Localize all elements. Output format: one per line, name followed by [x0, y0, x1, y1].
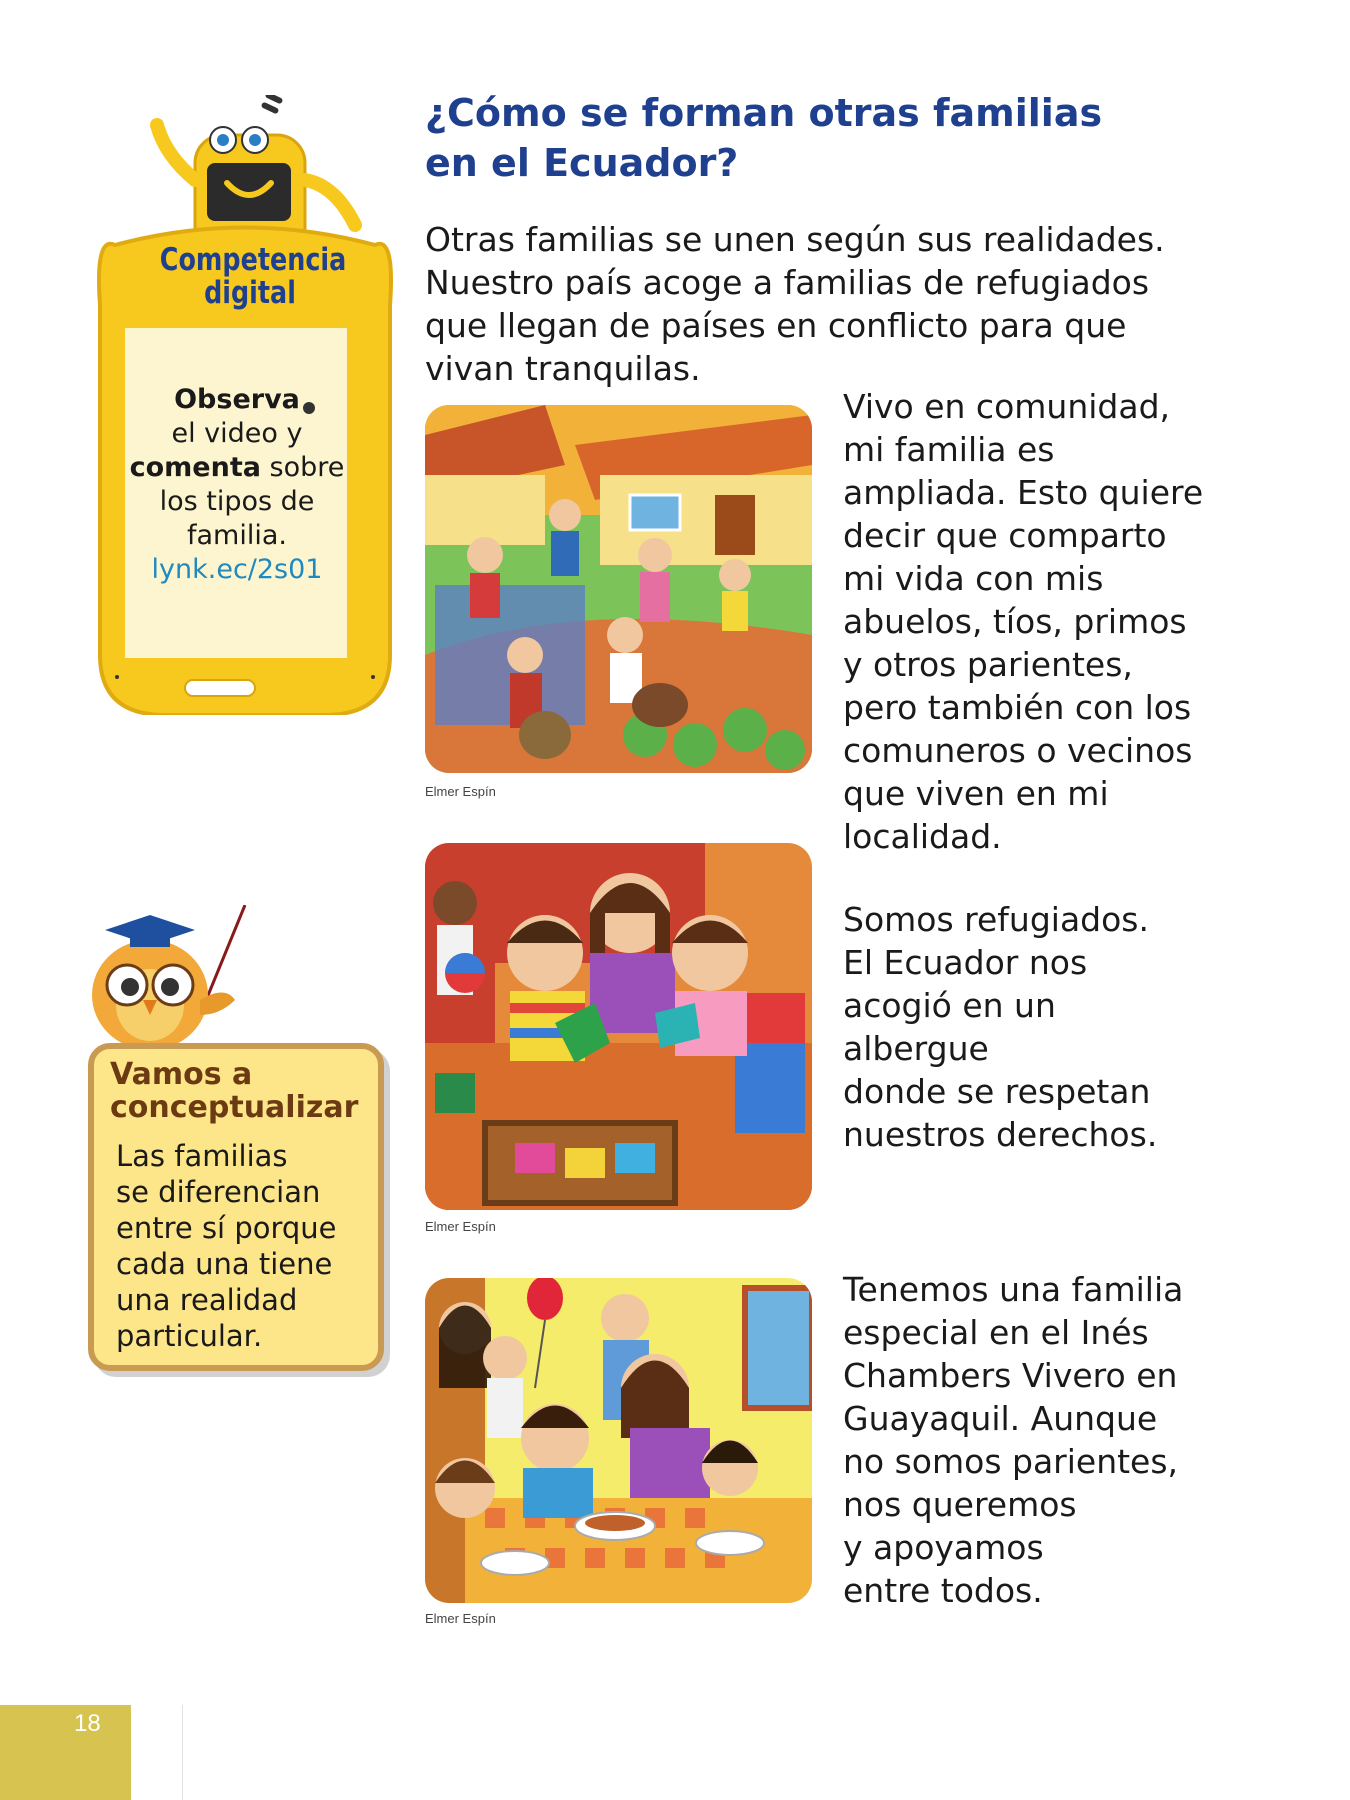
text-line: particular.: [116, 1319, 263, 1353]
text-line: Las familias: [116, 1139, 288, 1173]
title-line: Vamos a: [110, 1057, 253, 1092]
text-line: ampliada. Esto quiere: [843, 473, 1204, 512]
text-line: Vivo en comunidad,: [843, 387, 1171, 426]
page-number-tab: [0, 1705, 131, 1800]
title-line: ¿Cómo se forman otras familias: [425, 91, 1103, 135]
instruction-word: sobre: [260, 452, 345, 483]
community-illustration: [425, 405, 812, 773]
orphanage-paragraph: [843, 1268, 1323, 1612]
title-line: en el Ecuador?: [425, 141, 739, 185]
text-line: una realidad: [116, 1283, 298, 1317]
image-credit: Elmer Espín: [425, 784, 496, 799]
title-line: conceptualizar: [110, 1090, 359, 1125]
page-title: [425, 88, 1305, 188]
text-line: acogió en un: [843, 986, 1056, 1025]
text-line: cada una tiene: [116, 1247, 333, 1281]
instruction-line: el video y: [171, 418, 303, 449]
video-link[interactable]: lynk.ec/2s01: [151, 554, 323, 585]
image-credit: Elmer Espín: [425, 1611, 496, 1626]
text-line: donde se respetan: [843, 1072, 1151, 1111]
text-line: localidad.: [843, 817, 1002, 856]
instruction-line: los tipos de: [159, 486, 315, 517]
digital-competence-title: [159, 242, 347, 311]
text-line: se diferencian: [116, 1175, 321, 1209]
intro-paragraph: [425, 218, 1325, 390]
text-line: nuestros derechos.: [843, 1115, 1158, 1154]
text-line: nos queremos: [843, 1485, 1077, 1524]
text-line: decir que comparto: [843, 516, 1167, 555]
text-line: mi familia es: [843, 430, 1055, 469]
comment-label: comenta: [129, 452, 261, 483]
concept-title: [110, 1058, 400, 1124]
refugee-paragraph: [843, 898, 1323, 1156]
text-line: Tenemos una familia: [843, 1270, 1184, 1309]
text-line: Somos refugiados.: [843, 900, 1149, 939]
intro-line: que llegan de países en conflicto para que: [425, 306, 1127, 345]
text-line: pero también con los: [843, 688, 1192, 727]
text-line: El Ecuador nos: [843, 943, 1088, 982]
observe-label: Observa: [174, 384, 300, 415]
intro-line: Otras familias se unen según sus realidades.: [425, 220, 1165, 259]
page-number: 18: [74, 1710, 101, 1737]
intro-line: Nuestro país acoge a familias de refugiados: [425, 263, 1150, 302]
refugee-illustration: [425, 843, 812, 1210]
text-line: mi vida con mis: [843, 559, 1104, 598]
orphanage-illustration: [425, 1278, 812, 1603]
text-line: no somos parientes,: [843, 1442, 1179, 1481]
concept-text: [116, 1138, 386, 1354]
text-line: y apoyamos: [843, 1528, 1044, 1567]
instruction-line: [120, 451, 354, 485]
intro-line: vivan tranquilas.: [425, 349, 701, 388]
text-line: Guayaquil. Aunque: [843, 1399, 1158, 1438]
text-line: comuneros o vecinos: [843, 731, 1193, 770]
community-paragraph: [843, 385, 1323, 858]
text-line: entre sí porque: [116, 1211, 337, 1245]
title-line: digital: [204, 275, 296, 311]
owl-mascot-icon: [85, 905, 255, 1055]
digital-instructions: [120, 383, 354, 587]
text-line: albergue: [843, 1029, 989, 1068]
text-line: abuelos, tíos, primos: [843, 602, 1187, 641]
text-line: entre todos.: [843, 1571, 1043, 1610]
text-line: Chambers Vivero en: [843, 1356, 1178, 1395]
footer-divider: [182, 1705, 183, 1800]
instruction-line: familia.: [187, 520, 287, 551]
title-line: Competencia: [159, 242, 347, 278]
text-line: que viven en mi: [843, 774, 1109, 813]
image-credit: Elmer Espín: [425, 1219, 496, 1234]
text-line: y otros parientes,: [843, 645, 1133, 684]
text-line: especial en el Inés: [843, 1313, 1149, 1352]
